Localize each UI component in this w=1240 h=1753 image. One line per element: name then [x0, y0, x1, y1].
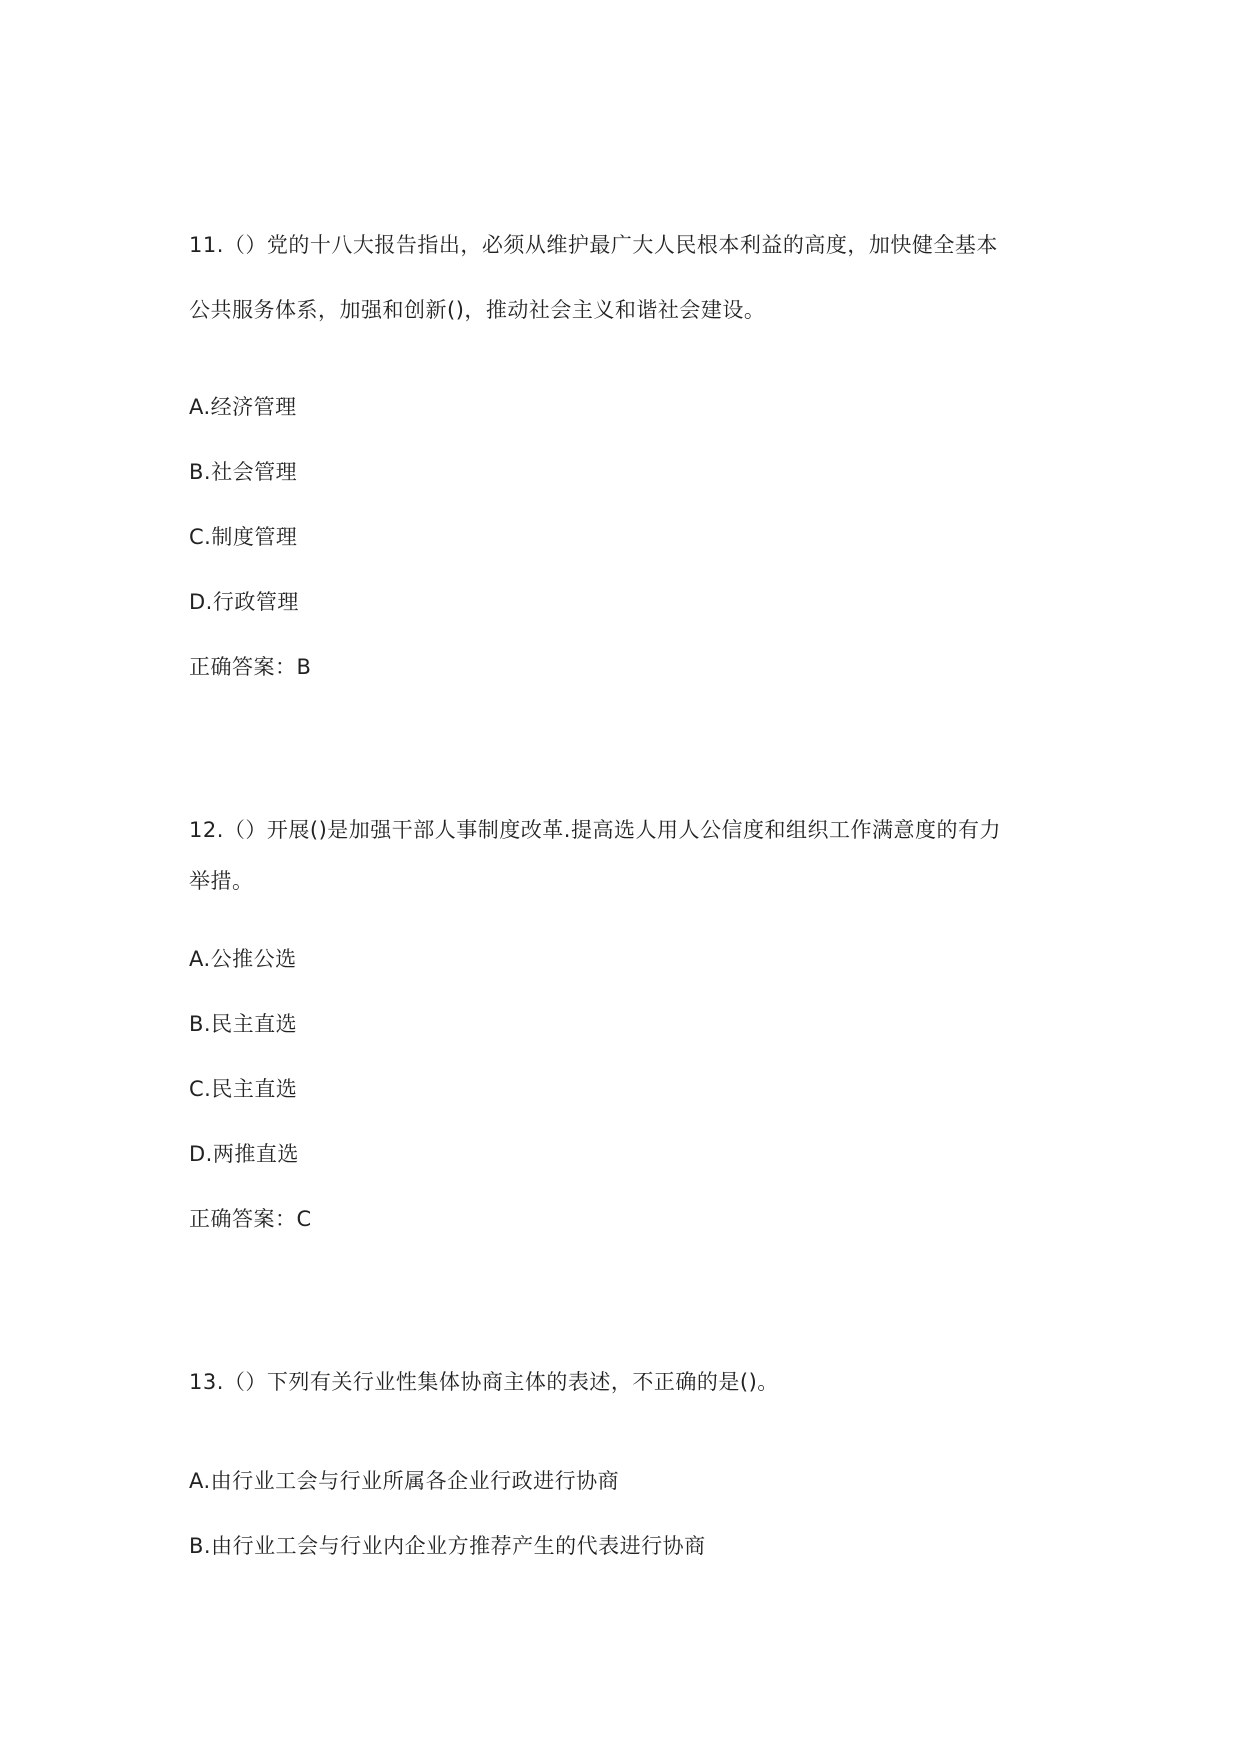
question-11-option-d: D.行政管理 [189, 590, 299, 614]
question-11-option-a: A.经济管理 [189, 395, 297, 419]
question-12-stem-line-2: 举措。 [189, 869, 254, 893]
question-12-option-c: C.民主直选 [189, 1077, 298, 1101]
question-12-option-b: B.民主直选 [189, 1012, 298, 1036]
question-13-option-b: B.由行业工会与行业内企业方推荐产生的代表进行协商 [189, 1534, 706, 1558]
question-12-stem-line-1: 12.（）开展()是加强干部人事制度改革.提高选人用人公信度和组织工作满意度的有力 [189, 818, 1001, 842]
question-11-stem-line-1: 11.（）党的十八大报告指出，必须从维护最广大人民根本利益的高度，加快健全基本 [189, 233, 998, 257]
question-13-stem-line-1: 13.（）下列有关行业性集体协商主体的表述，不正确的是()。 [189, 1370, 779, 1394]
question-12-option-a: A.公推公选 [189, 947, 297, 971]
question-11-option-b: B.社会管理 [189, 460, 298, 484]
question-12-option-d: D.两推直选 [189, 1142, 299, 1166]
question-12-answer: 正确答案：C [189, 1207, 312, 1231]
question-13-option-a: A.由行业工会与行业所属各企业行政进行协商 [189, 1469, 620, 1493]
question-11-stem-line-2: 公共服务体系，加强和创新()，推动社会主义和谐社会建设。 [189, 298, 766, 322]
question-11-answer: 正确答案：B [189, 655, 312, 679]
question-11-option-c: C.制度管理 [189, 525, 298, 549]
